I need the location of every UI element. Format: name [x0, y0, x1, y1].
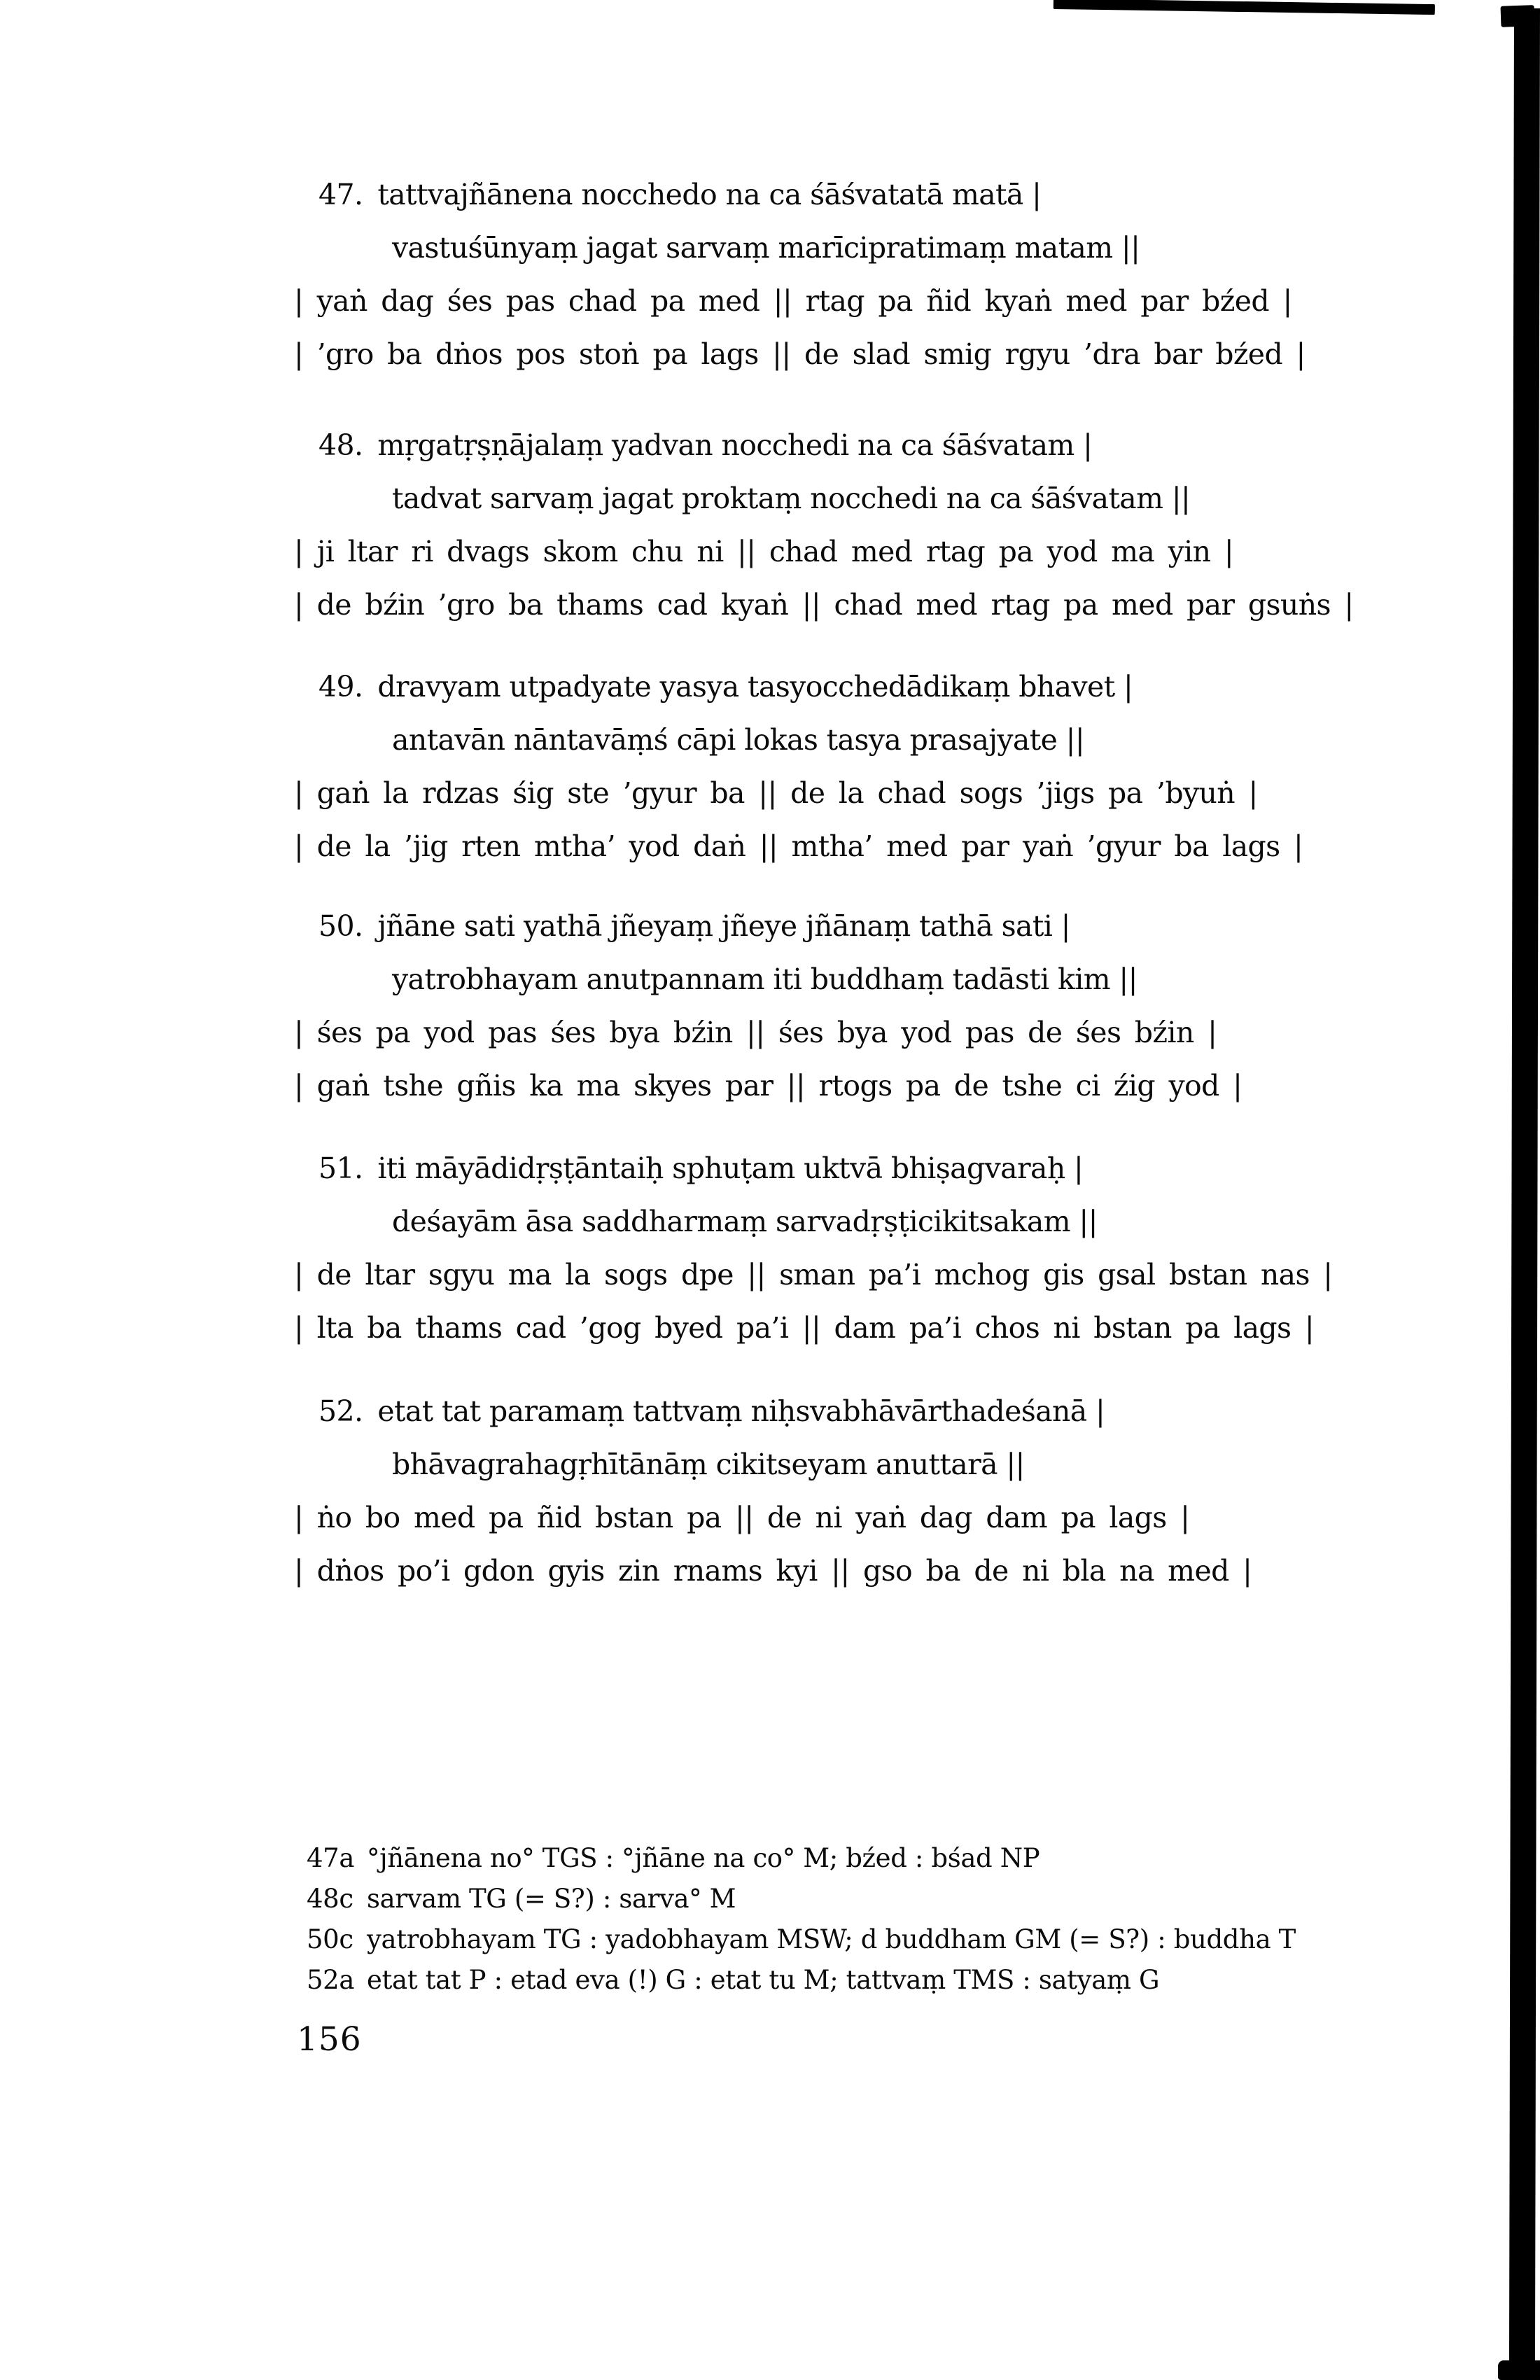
sanskrit-line: tadvat sarvaṃ jagat proktaṃ nocchedi na ca śāśvatam ||: [392, 482, 1191, 515]
sanskrit-line: antavān nāntavāṃś cāpi lokas tasya prasajyate ||: [392, 723, 1085, 757]
verse-number: 52.: [318, 1394, 363, 1428]
verse-number: 49.: [318, 670, 363, 704]
sanskrit-text: iti māyādidṛṣṭāntaiḥ sphuṭam uktvā bhiṣagvaraḥ |: [377, 1152, 1084, 1185]
verse-block-51: [0, 1142, 1498, 1354]
apparatus-ref: 50c: [307, 1924, 354, 1954]
sanskrit-line: deśayām āsa saddharmaṃ sarvadṛṣṭicikitsakam ||: [392, 1205, 1098, 1238]
tibetan-line: | ji ltar ri dvags skom chu ni || chad med rtag pa yod ma yin |: [294, 535, 1234, 568]
verse-number: 48.: [318, 428, 363, 462]
tibetan-line: | ṅo bo med pa ñid bstan pa || de ni yaṅ dag dam pa lags |: [294, 1501, 1190, 1534]
sanskrit-text: dravyam utpadyate yasya tasyocchedādikaṃ bhavet |: [377, 670, 1133, 704]
critical-apparatus: [0, 1838, 1498, 2001]
tibetan-line: | gaṅ la rdzas śig ste ’gyur ba || de la chad sogs ’jigs pa ’byuṅ |: [294, 776, 1258, 810]
scan-artifact-top-band: [1054, 0, 1435, 15]
sanskrit-line: yatrobhayam anutpannam iti buddhaṃ tadāsti kim ||: [392, 962, 1138, 996]
apparatus-entry: [0, 1838, 1498, 1879]
verse-number: 51.: [318, 1152, 363, 1185]
apparatus-entry: [0, 1879, 1498, 1919]
sanskrit-line: [0, 419, 1498, 472]
sanskrit-text: tattvajñānena nocchedo na ca śāśvatatā matā |: [377, 178, 1042, 211]
tibetan-line: | de la ’jig rten mtha’ yod daṅ || mtha’ med par yaṅ ’gyur ba lags |: [294, 830, 1303, 863]
scan-artifact-corner: [1500, 5, 1534, 27]
tibetan-line: | ’gro ba dṅos pos stoṅ pa lags || de slad smig rgyu ’dra bar bźed |: [294, 337, 1306, 371]
sanskrit-line: [0, 660, 1498, 713]
sanskrit-line: [0, 1142, 1498, 1195]
sanskrit-line: vastuśūnyaṃ jagat sarvaṃ marīcipratimaṃ matam ||: [392, 231, 1140, 265]
verse-block-50: [0, 899, 1498, 1112]
scan-artifact-bottom-blob: [1498, 2360, 1540, 2380]
apparatus-text: °jñānena no° TGS : °jñāne na co° M; bźed : bśad NP: [367, 1843, 1040, 1873]
apparatus-text: yatrobhayam TG : yadobhayam MSW; d buddham GM (= S?) : buddha T: [367, 1924, 1296, 1954]
apparatus-ref: 52a: [307, 1965, 355, 1995]
verse-block-52: [0, 1385, 1498, 1597]
tibetan-line: | de ltar sgyu ma la sogs dpe || sman pa’i mchog gis gsal bstan nas |: [294, 1258, 1333, 1292]
sanskrit-line: bhāvagrahagṛhītānāṃ cikitseyam anuttarā ||: [392, 1448, 1025, 1481]
apparatus-entry: [0, 1960, 1498, 2001]
tibetan-line: | śes pa yod pas śes bya bźin || śes bya yod pas de śes bźin |: [294, 1016, 1217, 1049]
sanskrit-text: etat tat paramaṃ tattvaṃ niḥsvabhāvārthadeśanā |: [377, 1394, 1105, 1428]
tibetan-line: | gaṅ tshe gñis ka ma skyes par || rtogs pa de tshe ci źig yod |: [294, 1069, 1242, 1102]
tibetan-line: | lta ba thams cad ’gog byed pa’i || dam pa’i chos ni bstan pa lags |: [294, 1311, 1315, 1345]
scan-artifact-right-bar: [1509, 8, 1540, 2380]
page-number: 156: [297, 2020, 362, 2059]
tibetan-line: | dṅos po’i gdon gyis zin rnams kyi || gso ba de ni bla na med |: [294, 1554, 1252, 1588]
sanskrit-text: mṛgatṛṣṇājalaṃ yadvan nocchedi na ca śāśvatam |: [377, 428, 1093, 462]
apparatus-ref: 47a: [307, 1843, 355, 1873]
apparatus-text: sarvam TG (= S?) : sarva° M: [367, 1884, 736, 1914]
sanskrit-line: [0, 899, 1498, 953]
verse-block-48: [0, 419, 1498, 631]
apparatus-ref: 48c: [307, 1884, 354, 1914]
sanskrit-text: jñāne sati yathā jñeyaṃ jñeye jñānaṃ tathā sati |: [377, 909, 1070, 943]
verse-block-49: [0, 660, 1498, 873]
verse-number: 50.: [318, 909, 363, 943]
tibetan-line: | yaṅ dag śes pas chad pa med || rtag pa ñid kyaṅ med par bźed |: [294, 284, 1292, 318]
apparatus-text: etat tat P : etad eva (!) G : etat tu M; tattvaṃ TMS : satyaṃ G: [367, 1965, 1160, 1995]
verse-number: 47.: [318, 178, 363, 211]
sanskrit-line: [0, 1385, 1498, 1438]
apparatus-entry: [0, 1919, 1498, 1960]
tibetan-line: | de bźin ’gro ba thams cad kyaṅ || chad med rtag pa med par gsuṅs |: [294, 588, 1354, 622]
sanskrit-line: [0, 168, 1498, 221]
verse-block-47: [0, 168, 1498, 381]
